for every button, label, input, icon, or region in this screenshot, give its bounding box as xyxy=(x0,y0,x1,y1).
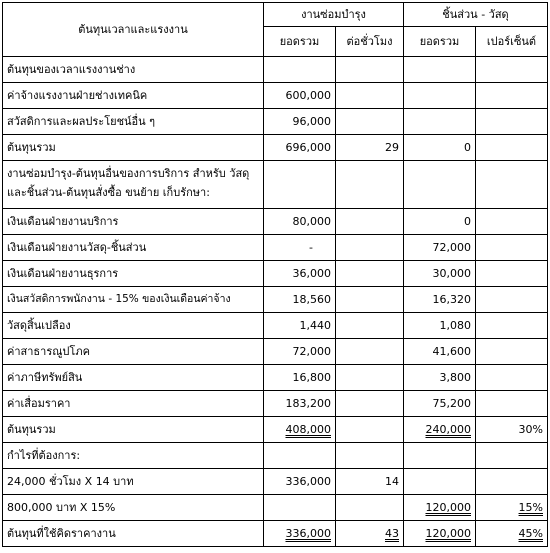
cell-percent xyxy=(476,135,548,161)
cell-per-hour xyxy=(336,443,404,469)
cell-parts-total: 0 xyxy=(404,135,476,161)
cell-per-hour xyxy=(336,339,404,365)
cell-parts-total: 30,000 xyxy=(404,261,476,287)
cell-parts-total: 240,000 xyxy=(404,417,476,443)
cell-per-hour xyxy=(336,391,404,417)
cell-percent: 15% xyxy=(476,495,548,521)
cell-per-hour xyxy=(336,235,404,261)
table-row xyxy=(3,495,548,521)
cell-per-hour xyxy=(336,313,404,339)
row-label: 24,000 ชั่วโมง X 14 บาท xyxy=(3,469,264,495)
cell-per-hour xyxy=(336,109,404,135)
table-row xyxy=(3,209,548,235)
header-cost-category: ต้นทุนเวลาและแรงงาน xyxy=(3,3,264,57)
cell-per-hour xyxy=(336,209,404,235)
cell-maintenance-total: 600,000 xyxy=(264,83,336,109)
cell-percent xyxy=(476,57,548,83)
table-row xyxy=(3,391,548,417)
cell-maintenance-total xyxy=(264,57,336,83)
table-row xyxy=(3,135,548,161)
row-label: กำไรที่ต้องการ: xyxy=(3,443,264,469)
cell-maintenance-total: 696,000 xyxy=(264,135,336,161)
cell-percent xyxy=(476,209,548,235)
row-label: ต้นทุนรวม xyxy=(3,417,264,443)
cell-parts-total: 72,000 xyxy=(404,235,476,261)
subheader-total: ยอดรวม xyxy=(404,27,476,57)
cell-maintenance-total: 408,000 xyxy=(264,417,336,443)
cell-per-hour xyxy=(336,417,404,443)
cell-percent xyxy=(476,365,548,391)
cell-per-hour xyxy=(336,83,404,109)
cell-parts-total xyxy=(404,57,476,83)
table-row xyxy=(3,83,548,109)
cell-parts-total xyxy=(404,161,476,209)
row-label: ค่าภาษีทรัพย์สิน xyxy=(3,365,264,391)
row-label: ค่าจ้างแรงงานฝ่ายช่างเทคนิค xyxy=(3,83,264,109)
table-row xyxy=(3,109,548,135)
table-row xyxy=(3,261,548,287)
cell-percent xyxy=(476,235,548,261)
cell-maintenance-total: 72,000 xyxy=(264,339,336,365)
cell-parts-total: 16,320 xyxy=(404,287,476,313)
row-label: สวัสดิการและผลประโยชน์อื่น ๆ xyxy=(3,109,264,135)
cell-parts-total: 75,200 xyxy=(404,391,476,417)
table-row xyxy=(3,521,548,547)
cell-per-hour: 29 xyxy=(336,135,404,161)
cell-percent xyxy=(476,313,548,339)
cell-maintenance-total: 183,200 xyxy=(264,391,336,417)
cell-percent: 45% xyxy=(476,521,548,547)
table-row xyxy=(3,161,548,209)
cell-percent xyxy=(476,443,548,469)
row-label: ค่าเสื่อมราคา xyxy=(3,391,264,417)
table-row xyxy=(3,287,548,313)
subheader-total: ยอดรวม xyxy=(264,27,336,57)
cell-maintenance-total: 36,000 xyxy=(264,261,336,287)
cell-percent xyxy=(476,83,548,109)
header-parts-materials: ชิ้นส่วน - วัสดุ xyxy=(404,3,548,27)
cell-maintenance-total: 18,560 xyxy=(264,287,336,313)
cell-parts-total: 41,600 xyxy=(404,339,476,365)
cell-percent xyxy=(476,161,548,209)
row-label: ต้นทุนของเวลาแรงงานช่าง xyxy=(3,57,264,83)
cell-percent xyxy=(476,339,548,365)
cell-per-hour: 14 xyxy=(336,469,404,495)
cell-per-hour xyxy=(336,365,404,391)
table-row xyxy=(3,235,548,261)
cell-parts-total xyxy=(404,469,476,495)
cell-maintenance-total xyxy=(264,443,336,469)
cell-maintenance-total: 80,000 xyxy=(264,209,336,235)
table-row xyxy=(3,57,548,83)
cell-parts-total: 120,000 xyxy=(404,521,476,547)
table-row xyxy=(3,339,548,365)
header-maintenance: งานซ่อมบำรุง xyxy=(264,3,404,27)
cell-per-hour xyxy=(336,287,404,313)
cell-per-hour xyxy=(336,495,404,521)
cell-maintenance-total xyxy=(264,161,336,209)
table-row xyxy=(3,313,548,339)
cell-per-hour xyxy=(336,261,404,287)
cell-per-hour xyxy=(336,57,404,83)
cell-per-hour: 43 xyxy=(336,521,404,547)
table-row xyxy=(3,469,548,495)
cell-maintenance-total: 96,000 xyxy=(264,109,336,135)
cell-maintenance-total: 16,800 xyxy=(264,365,336,391)
row-label: 800,000 บาท X 15% xyxy=(3,495,264,521)
row-label: เงินเดือนฝ่ายงานบริการ xyxy=(3,209,264,235)
cell-parts-total: 0 xyxy=(404,209,476,235)
table-row xyxy=(3,443,548,469)
cell-percent xyxy=(476,391,548,417)
row-label: ต้นทุนที่ใช้คิดราคางาน xyxy=(3,521,264,547)
cell-maintenance-total: 336,000 xyxy=(264,469,336,495)
row-label: ค่าสาธารณูปโภค xyxy=(3,339,264,365)
cell-parts-total: 1,080 xyxy=(404,313,476,339)
row-label: ต้นทุนรวม xyxy=(3,135,264,161)
row-label: งานซ่อมบำรุง-ต้นทุนอื่นของการบริการ สำหรับ วัสดุและชิ้นส่วน-ต้นทุนสั่งซื้อ ขนย้าย เก็บรักษา: xyxy=(3,161,264,209)
row-label: เงินเดือนฝ่ายงานวัสดุ-ชิ้นส่วน xyxy=(3,235,264,261)
row-label: วัสดุสิ้นเปลือง xyxy=(3,313,264,339)
cell-maintenance-total: 1,440 xyxy=(264,313,336,339)
subheader-percent: เปอร์เซ็นต์ xyxy=(476,27,548,57)
table-row xyxy=(3,417,548,443)
cell-maintenance-total: 336,000 xyxy=(264,521,336,547)
cell-percent xyxy=(476,287,548,313)
subheader-per-hour: ต่อชั่วโมง xyxy=(336,27,404,57)
cell-parts-total xyxy=(404,443,476,469)
cell-per-hour xyxy=(336,161,404,209)
cell-parts-total: 120,000 xyxy=(404,495,476,521)
cell-percent xyxy=(476,261,548,287)
cell-percent xyxy=(476,109,548,135)
cell-parts-total: 3,800 xyxy=(404,365,476,391)
cell-percent: 30% xyxy=(476,417,548,443)
row-label: เงินเดือนฝ่ายงานธุรการ xyxy=(3,261,264,287)
cell-parts-total xyxy=(404,83,476,109)
cell-maintenance-total: - xyxy=(264,235,336,261)
cell-parts-total xyxy=(404,109,476,135)
row-label: เงินสวัสดิการพนักงาน - 15% ของเงินเดือนค่าจ้าง xyxy=(3,287,264,313)
table-row xyxy=(3,365,548,391)
cost-table xyxy=(2,2,548,547)
cell-maintenance-total xyxy=(264,495,336,521)
cell-percent xyxy=(476,469,548,495)
